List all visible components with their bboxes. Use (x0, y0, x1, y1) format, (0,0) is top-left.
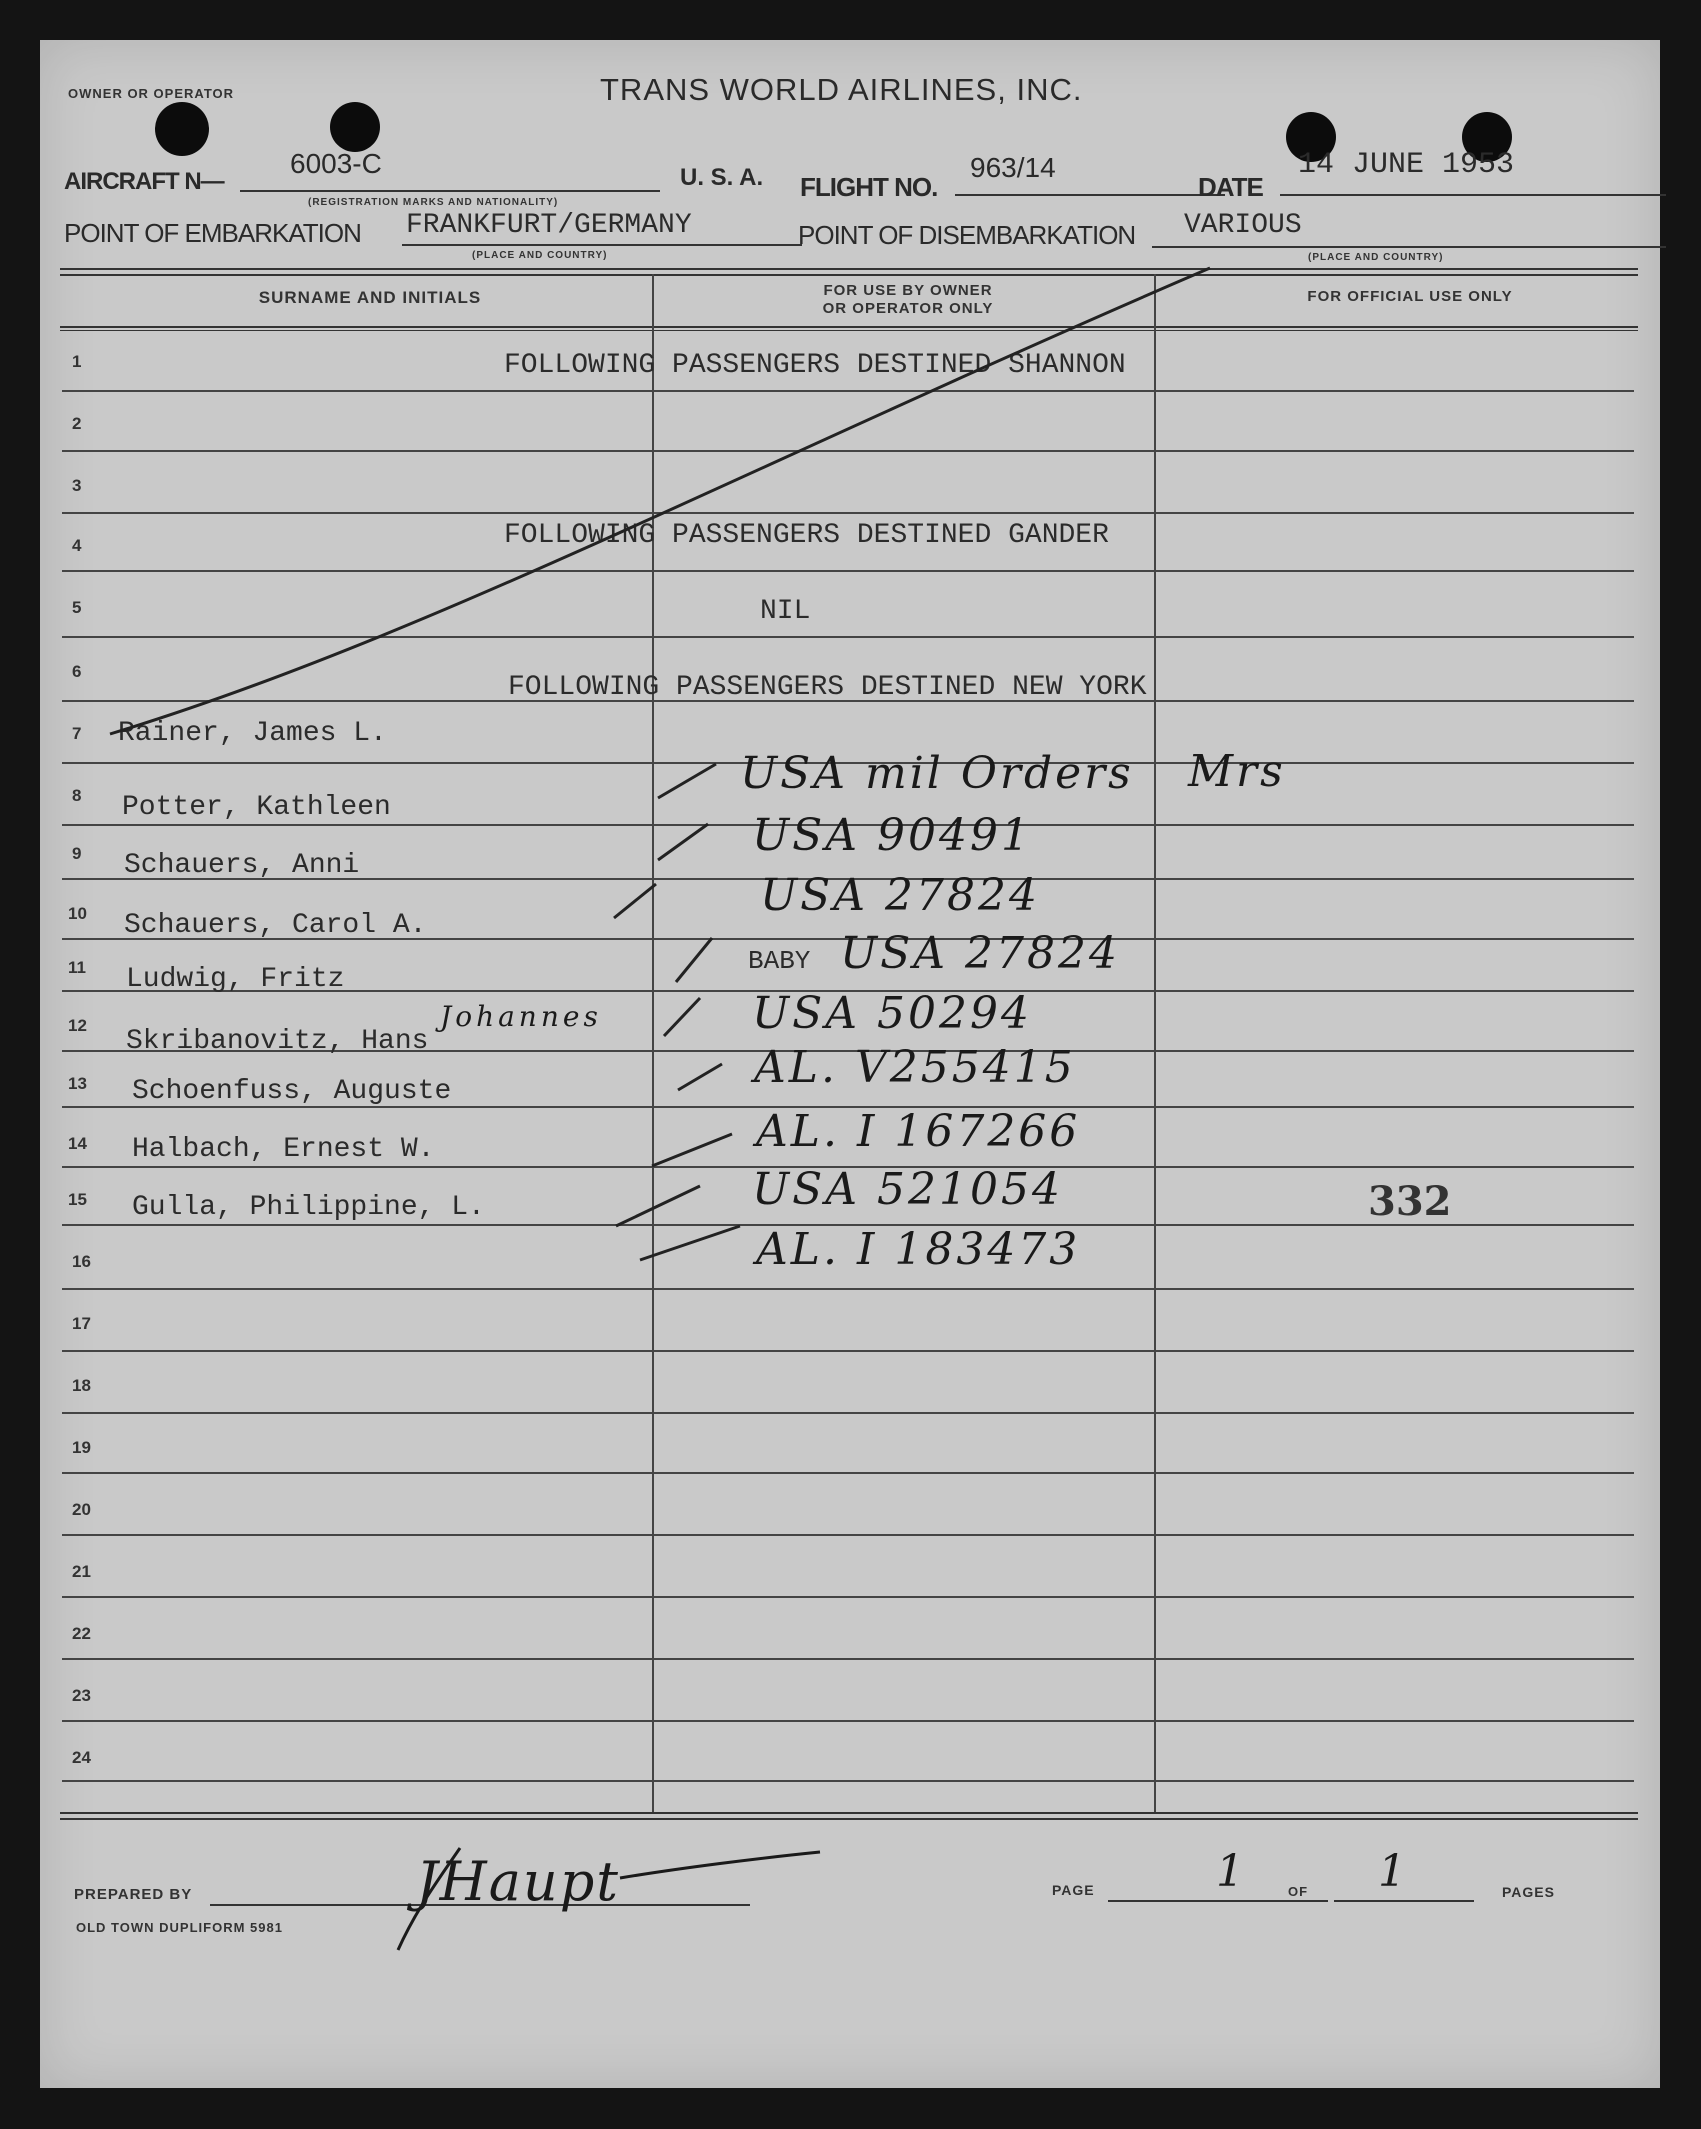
col-official-header: FOR OFFICIAL USE ONLY (1307, 288, 1513, 305)
document-entry: USA 521054 (752, 1164, 1063, 1215)
passenger-name: Schauers, Carol A. (124, 910, 427, 941)
aircraft-number: 6003-C (290, 148, 382, 179)
passenger-name: Schauers, Anni (124, 850, 360, 881)
row-number: 6 (72, 662, 82, 681)
aircraft-label: AIRCRAFT N— (64, 168, 224, 195)
flight-number: 963/14 (970, 152, 1056, 183)
passenger-name: Ludwig, Fritz (126, 964, 345, 995)
registration-note: (REGISTRATION MARKS AND NATIONALITY) (308, 197, 559, 208)
ink-marks (40, 40, 1660, 2088)
destination-note: FOLLOWING PASSENGERS DESTINED NEW YORK (508, 672, 1147, 703)
row-number: 24 (72, 1748, 91, 1767)
page-label: PAGE (1052, 1882, 1095, 1898)
row-number: 15 (68, 1190, 87, 1209)
document-prefix: BABY (748, 946, 811, 976)
col-owner-use-header-1: FOR USE BY OWNER (823, 282, 993, 299)
row-number: 14 (68, 1134, 87, 1153)
flight-label: FLIGHT NO. (800, 172, 938, 202)
row-number: 7 (72, 724, 82, 743)
row-number: 2 (72, 414, 82, 433)
row-number: 9 (72, 844, 82, 863)
row-number: 17 (72, 1314, 91, 1333)
row-number: 1 (72, 352, 82, 371)
document-entry: AL. V255415 (754, 1042, 1076, 1093)
row-number: 11 (68, 958, 86, 977)
form-id: OLD TOWN DUPLIFORM 5981 (76, 1920, 283, 1935)
destination-note: NIL (760, 596, 811, 627)
embark-note: (PLACE AND COUNTRY) (472, 250, 608, 261)
embark-value: FRANKFURT/GERMANY (406, 210, 692, 241)
col-owner-use-header-2: OR OPERATOR ONLY (822, 300, 994, 317)
total-pages: 1 (1378, 1846, 1409, 1897)
passenger-name: Schoenfuss, Auguste (132, 1076, 452, 1107)
document-entry: USA 50294 (752, 988, 1032, 1039)
row-number: 21 (72, 1562, 91, 1581)
prepared-label: PREPARED BY (74, 1886, 193, 1903)
manifest-sheet (40, 40, 1660, 2088)
country: U. S. A. (680, 164, 764, 191)
passenger-name: Halbach, Ernest W. (132, 1134, 435, 1165)
document-entry: AL. I 167266 (756, 1106, 1081, 1157)
row-number: 4 (72, 536, 82, 555)
preparer-signature: JHaupt (416, 1850, 620, 1913)
row-number: 3 (72, 476, 82, 495)
destination-note: FOLLOWING PASSENGERS DESTINED GANDER (504, 520, 1109, 551)
destination-note: FOLLOWING PASSENGERS DESTINED SHANNON (504, 350, 1126, 381)
row-number: 19 (72, 1438, 91, 1457)
date-label: DATE (1198, 172, 1263, 202)
document-entry: USA 27824 (840, 928, 1120, 979)
passenger-name: Skribanovitz, Hans (126, 1026, 429, 1057)
row-number: 5 (72, 598, 82, 617)
disembark-label: POINT OF DISEMBARKATION (798, 220, 1136, 250)
passenger-name: Gulla, Philippine, L. (132, 1192, 485, 1223)
row-number: 12 (68, 1016, 87, 1035)
disembark-value: VARIOUS (1184, 210, 1302, 241)
pages-label: PAGES (1502, 1884, 1555, 1900)
document-entry: USA mil Orders (740, 748, 1134, 799)
row-number: 22 (72, 1624, 91, 1643)
owner-label: OWNER OR OPERATOR (68, 86, 235, 101)
owner-name: TRANS WORLD AIRLINES, INC. (600, 72, 1083, 107)
passenger-name: Potter, Kathleen (122, 792, 391, 823)
row-number: 23 (72, 1686, 91, 1705)
row-number: 18 (72, 1376, 91, 1395)
passenger-name: Rainer, James L. (118, 718, 387, 749)
document-entry: USA 90491 (752, 810, 1032, 861)
page-number: 1 (1216, 1846, 1247, 1897)
row-number: 16 (72, 1252, 91, 1271)
of-label: OF (1288, 1884, 1309, 1899)
row-number: 8 (72, 786, 82, 805)
row-number: 10 (68, 904, 87, 923)
document-entry: AL. I 183473 (756, 1224, 1081, 1275)
col-surname-header: SURNAME AND INITIALS (258, 288, 482, 307)
date-value: 14 JUNE 1953 (1298, 148, 1515, 182)
official-entry: 332 (1368, 1178, 1452, 1225)
row-number: 13 (68, 1074, 87, 1093)
disembark-note: (PLACE AND COUNTRY) (1308, 252, 1444, 263)
name-insertion: Johannes (440, 1000, 602, 1033)
document-entry: USA 27824 (760, 870, 1040, 921)
row-number: 20 (72, 1500, 91, 1519)
embark-label: POINT OF EMBARKATION (64, 218, 361, 248)
official-entry: Mrs (1188, 746, 1286, 797)
